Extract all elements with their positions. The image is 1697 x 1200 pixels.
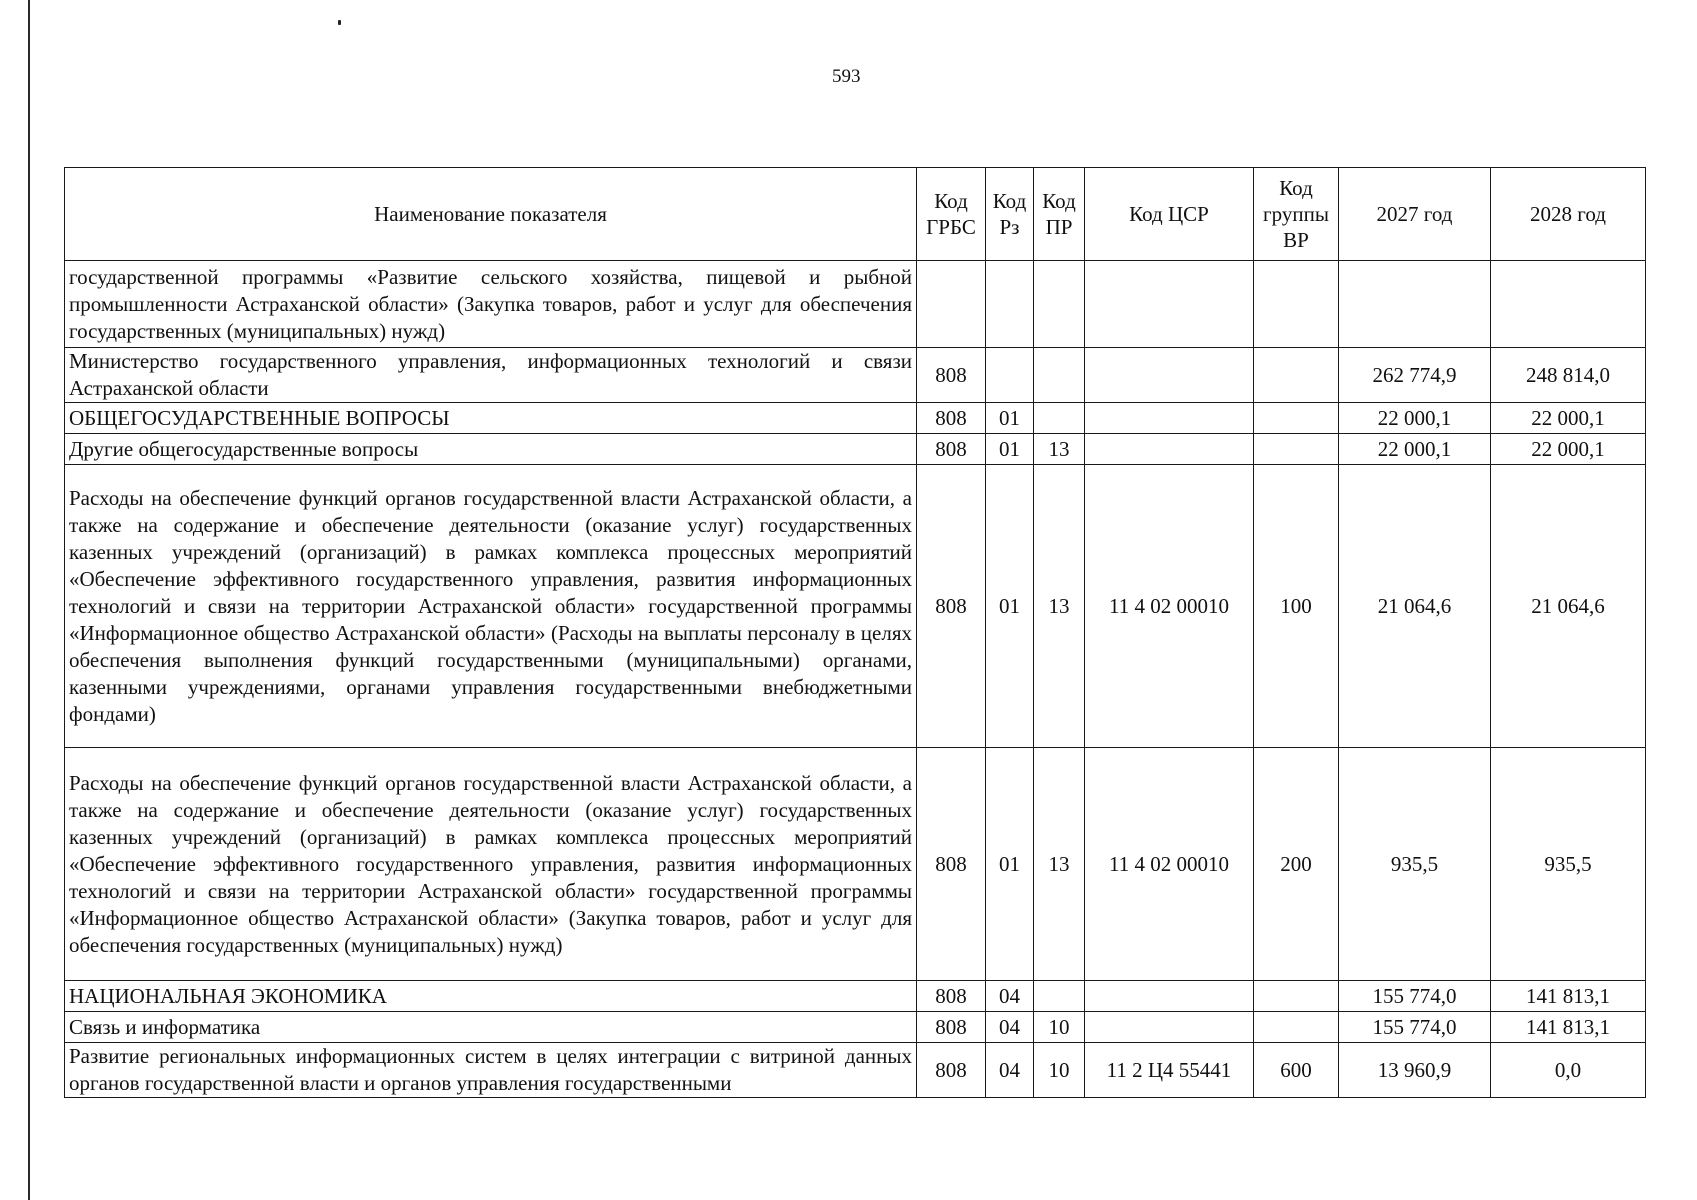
row-grbs: 808 <box>917 981 986 1012</box>
header-rz: Код Рз <box>986 168 1034 261</box>
row-vr: 200 <box>1254 748 1339 981</box>
table-row <box>65 434 1646 465</box>
row-2027 <box>1339 261 1491 348</box>
table-row <box>65 465 1646 748</box>
row-pr: 13 <box>1034 434 1085 465</box>
row-vr <box>1254 348 1339 403</box>
table-row <box>65 981 1646 1012</box>
row-vr <box>1254 1012 1339 1043</box>
row-name: Связь и информатика <box>65 1012 917 1043</box>
row-name: Развитие региональных информационных систем в целях интеграции с витриной данных органов государственной власти и органов управления государственными <box>65 1043 917 1098</box>
header-pr: Код ПР <box>1034 168 1085 261</box>
scan-speck <box>338 20 341 25</box>
row-csr <box>1085 261 1254 348</box>
row-grbs <box>917 261 986 348</box>
row-rz: 04 <box>986 981 1034 1012</box>
row-rz: 01 <box>986 748 1034 981</box>
row-rz <box>986 261 1034 348</box>
row-2027: 155 774,0 <box>1339 981 1491 1012</box>
header-csr: Код ЦСР <box>1085 168 1254 261</box>
page-number: 593 <box>832 66 861 87</box>
row-grbs: 808 <box>917 403 986 434</box>
row-pr: 10 <box>1034 1043 1085 1098</box>
row-2028: 141 813,1 <box>1491 1012 1646 1043</box>
row-2027: 935,5 <box>1339 748 1491 981</box>
row-2028: 21 064,6 <box>1491 465 1646 748</box>
header-2028: 2028 год <box>1491 168 1646 261</box>
row-2027: 155 774,0 <box>1339 1012 1491 1043</box>
row-pr <box>1034 348 1085 403</box>
row-csr <box>1085 1012 1254 1043</box>
row-csr <box>1085 348 1254 403</box>
row-2027: 262 774,9 <box>1339 348 1491 403</box>
header-2027: 2027 год <box>1339 168 1491 261</box>
header-vr: Код группы ВР <box>1254 168 1339 261</box>
row-name: ОБЩЕГОСУДАРСТВЕННЫЕ ВОПРОСЫ <box>65 403 917 434</box>
row-grbs: 808 <box>917 434 986 465</box>
row-2028: 141 813,1 <box>1491 981 1646 1012</box>
row-vr <box>1254 403 1339 434</box>
row-name: Министерство государственного управления, информационных технологий и связи Астраханской области <box>65 348 917 403</box>
row-name: государственной программы «Развитие сельского хозяйства, пищевой и рыбной промышленности Астраханской области» (Закупка товаров, работ и услуг для обеспечения государственных (муниципальных) нужд) <box>65 261 917 348</box>
row-csr <box>1085 403 1254 434</box>
row-2028 <box>1491 261 1646 348</box>
row-pr: 10 <box>1034 1012 1085 1043</box>
table-row <box>65 403 1646 434</box>
row-2028: 22 000,1 <box>1491 434 1646 465</box>
row-grbs: 808 <box>917 465 986 748</box>
row-rz: 01 <box>986 403 1034 434</box>
row-grbs: 808 <box>917 1043 986 1098</box>
table-row <box>65 1012 1646 1043</box>
row-name: Расходы на обеспечение функций органов государственной власти Астраханской области, а также на содержание и обеспечение деятельности (оказание услуг) государственных казенных учреждений (организаций) в рамках комплекса процессных мероприятий «Обеспечение эффективного государственного управления, развития информационных технологий и связи на территории Астраханской области» государственной программы «Информационное общество Астраханской области» (Закупка товаров, работ и услуг для обеспечения государственных (муниципальных) нужд) <box>65 748 917 981</box>
row-rz: 04 <box>986 1043 1034 1098</box>
row-2028: 935,5 <box>1491 748 1646 981</box>
row-vr <box>1254 981 1339 1012</box>
table-row <box>65 348 1646 403</box>
row-csr: 11 2 Ц4 55441 <box>1085 1043 1254 1098</box>
row-rz <box>986 348 1034 403</box>
row-pr <box>1034 403 1085 434</box>
budget-table <box>64 167 1646 1098</box>
row-vr: 600 <box>1254 1043 1339 1098</box>
row-pr: 13 <box>1034 748 1085 981</box>
table-row <box>65 748 1646 981</box>
row-vr: 100 <box>1254 465 1339 748</box>
header-name: Наименование показателя <box>65 168 917 261</box>
table-header-row <box>65 168 1646 261</box>
row-name: Другие общегосударственные вопросы <box>65 434 917 465</box>
row-2028: 22 000,1 <box>1491 403 1646 434</box>
row-csr <box>1085 981 1254 1012</box>
row-2028: 0,0 <box>1491 1043 1646 1098</box>
binding-margin-line <box>28 0 30 1200</box>
row-pr: 13 <box>1034 465 1085 748</box>
row-rz: 01 <box>986 434 1034 465</box>
row-csr: 11 4 02 00010 <box>1085 465 1254 748</box>
row-2027: 22 000,1 <box>1339 403 1491 434</box>
header-grbs: Код ГРБС <box>917 168 986 261</box>
row-rz: 04 <box>986 1012 1034 1043</box>
row-grbs: 808 <box>917 348 986 403</box>
row-pr <box>1034 981 1085 1012</box>
row-rz: 01 <box>986 465 1034 748</box>
table-row <box>65 1043 1646 1098</box>
row-pr <box>1034 261 1085 348</box>
row-grbs: 808 <box>917 748 986 981</box>
table-row <box>65 261 1646 348</box>
row-2027: 21 064,6 <box>1339 465 1491 748</box>
row-grbs: 808 <box>917 1012 986 1043</box>
row-vr <box>1254 434 1339 465</box>
row-2028: 248 814,0 <box>1491 348 1646 403</box>
row-name: НАЦИОНАЛЬНАЯ ЭКОНОМИКА <box>65 981 917 1012</box>
row-vr <box>1254 261 1339 348</box>
row-2027: 22 000,1 <box>1339 434 1491 465</box>
row-csr <box>1085 434 1254 465</box>
row-name: Расходы на обеспечение функций органов государственной власти Астраханской области, а также на содержание и обеспечение деятельности (оказание услуг) государственных казенных учреждений (организаций) в рамках комплекса процессных мероприятий «Обеспечение эффективного государственного управления, развития информационных технологий и связи на территории Астраханской области» государственной программы «Информационное общество Астраханской области» (Расходы на выплаты персоналу в целях обеспечения выполнения функций государственными (муниципальными) органами, казенными учреждениями, органами управления государственными внебюджетными фондами) <box>65 465 917 748</box>
row-csr: 11 4 02 00010 <box>1085 748 1254 981</box>
row-2027: 13 960,9 <box>1339 1043 1491 1098</box>
